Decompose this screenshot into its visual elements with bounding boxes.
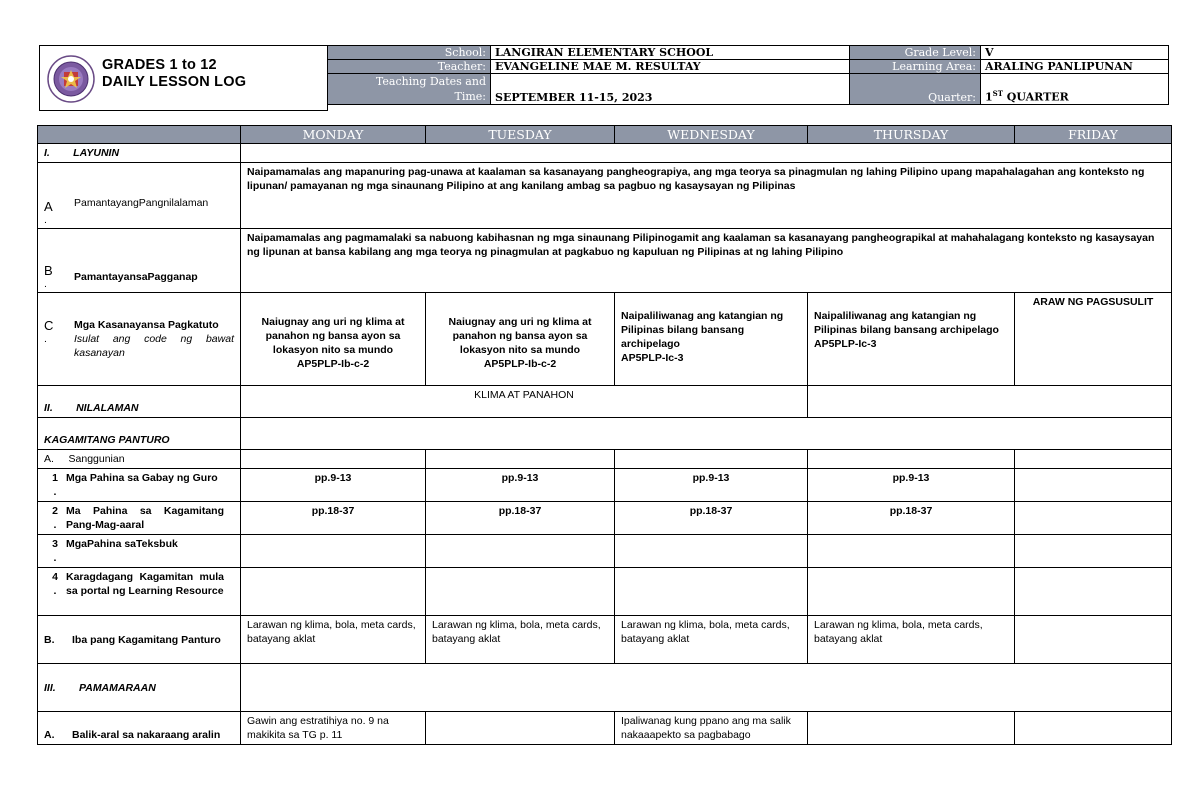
teaching-dates-label	[328, 74, 491, 105]
kasanayan-tuesday	[426, 293, 615, 386]
teksbuk-row	[38, 535, 1172, 568]
mag-aaral-friday	[1015, 502, 1172, 535]
teacher-value: EVANGELINE MAE M. RESULTAY	[491, 60, 850, 74]
nilalaman-row	[38, 386, 1172, 418]
pamamaraan-heading: III. PAMAMARAAN	[38, 664, 241, 712]
learning-area-value: ARALING PANLIPUNAN	[981, 60, 1169, 74]
pamamaraan-row	[38, 664, 1172, 712]
item-4-number	[44, 570, 66, 598]
layunin-heading: I. LAYUNIN	[38, 144, 241, 163]
balik-aral-tuesday	[426, 712, 615, 745]
sanggunian-wednesday	[615, 450, 808, 469]
kagamitang-pang-mag-aaral-cell	[38, 502, 241, 535]
item-c-dot: .	[44, 333, 47, 345]
iba-pang-friday	[1015, 616, 1172, 664]
item-3-number	[44, 537, 66, 565]
balik-aral-label: A. Balik-aral sa nakaraang aralin	[38, 712, 241, 745]
teksbuk-thursday	[808, 535, 1015, 568]
header-title-line2: DAILY LESSON LOG	[102, 74, 247, 90]
quarter-value	[981, 74, 1169, 105]
teacher-label: Teacher:	[328, 60, 491, 74]
pamantayang-pangnilalaman-cell	[38, 163, 241, 229]
day-friday: FRIDAY	[1015, 126, 1172, 144]
teksbuk-tuesday	[426, 535, 615, 568]
nilalaman-heading: II. NILALAMAN	[38, 386, 241, 418]
balik-aral-thursday	[808, 712, 1015, 745]
kagamitang-panturo-row	[38, 418, 1172, 450]
mag-aaral-tuesday: pp.18-37	[426, 502, 615, 535]
gabay-wednesday: pp.9-13	[615, 469, 808, 502]
karagdagang-monday	[241, 568, 426, 616]
karagdagang-kagamitan-row	[38, 568, 1172, 616]
iba-pang-kagamitan-label: B. Iba pang Kagamitang Panturo	[38, 616, 241, 664]
balik-aral-row	[38, 712, 1172, 745]
gabay-ng-guro-cell	[38, 469, 241, 502]
pamantayan-sa-pagganap-row	[38, 229, 1172, 293]
quarter-label: Quarter:	[850, 74, 981, 105]
school-value: LANGIRAN ELEMENTARY SCHOOL	[491, 46, 850, 60]
header-logo-box	[39, 45, 328, 111]
kasanayan-monday	[241, 293, 426, 386]
item-a-letter: A	[44, 199, 53, 214]
pamantayang-pangnilalaman-text: Naipamamalas ang mapanuring pag-unawa at kaalaman sa kasanayang pangheograpiya, ang mga teorya sa pinagmulan ng lahing Pilipino upang mapahalagahan ang konteksto ng lipunan/ pamayanan ng mga sinaunang Pilipino at ang kanilang ambag sa pagbuo ng kasaysayan ng Pilipinas	[241, 163, 1172, 229]
sanggunian-label: A. Sanggunian	[38, 450, 241, 469]
grade-level-value: V	[981, 46, 1169, 60]
mag-aaral-thursday: pp.18-37	[808, 502, 1015, 535]
iba-pang-monday: Larawan ng klima, bola, meta cards, batayang aklat	[241, 616, 426, 664]
teksbuk-label: MgaPahina saTeksbuk	[66, 538, 178, 550]
pamantayang-pangnilalaman-label: PamantayangPangnilalaman	[74, 197, 209, 209]
layunin-row	[38, 144, 1172, 163]
day-wednesday: WEDNESDAY	[615, 126, 808, 144]
teaching-dates-value: SEPTEMBER 11-15, 2023	[491, 74, 850, 105]
karagdagang-friday	[1015, 568, 1172, 616]
gabay-monday: pp.9-13	[241, 469, 426, 502]
mag-aaral-monday: pp.18-37	[241, 502, 426, 535]
day-thursday: THURSDAY	[808, 126, 1015, 144]
pamamaraan-blank	[241, 664, 1172, 712]
sanggunian-friday	[1015, 450, 1172, 469]
karagdagang-wednesday	[615, 568, 808, 616]
learning-area-label: Learning Area:	[850, 60, 981, 74]
teksbuk-monday	[241, 535, 426, 568]
item-2-number	[44, 504, 66, 532]
kasanayan-thursday-code: AP5PLP-Ic-3	[814, 338, 877, 350]
pamantayan-sa-pagganap-text: Naipamamalas ang pagmamalaki sa nabuong kabihasnan ng mga sinaunang Pilipinogamit ang kaalaman sa kasanayang pangheograpikal at mahahalagang konteksto ng kasaysayan ng lipunan at bansa kabilang ang mga teorya ng pinagmulan at pagkabuo ng kapuluan ng Pilipinas at ng lahing Pilipino	[241, 229, 1172, 293]
item-1-number	[44, 471, 66, 499]
kasanayan-tuesday-code: AP5PLP-Ib-c-2	[483, 358, 557, 370]
nilalaman-blank	[808, 386, 1172, 418]
header-info-table	[327, 45, 1169, 105]
teaching-dates-label-line1: Teaching Dates and	[375, 75, 486, 88]
weekday-header-row	[38, 126, 1172, 144]
kagamitang-panturo-heading: KAGAMITANG PANTURO	[38, 418, 241, 450]
item-1-num: 1	[52, 472, 58, 484]
item-1-dot: .	[53, 486, 57, 498]
kagamitang-panturo-blank	[241, 418, 1172, 450]
iba-pang-wednesday: Larawan ng klima, bola, meta cards, batayang aklat	[615, 616, 808, 664]
nilalaman-content: KLIMA AT PANAHON	[241, 386, 808, 418]
iba-pang-thursday: Larawan ng klima, bola, meta cards, batayang aklat	[808, 616, 1015, 664]
item-b-dot: .	[44, 278, 47, 290]
mag-aaral-wednesday: pp.18-37	[615, 502, 808, 535]
day-monday: MONDAY	[241, 126, 426, 144]
karagdagang-thursday	[808, 568, 1015, 616]
item-2-num: 2	[52, 505, 58, 517]
quarter-suffix: ST	[992, 89, 1003, 99]
header-title	[102, 57, 246, 91]
gabay-ng-guro-label: Mga Pahina sa Gabay ng Guro	[66, 472, 218, 484]
sanggunian-monday	[241, 450, 426, 469]
teksbuk-friday	[1015, 535, 1172, 568]
kagamitang-pang-mag-aaral-row	[38, 502, 1172, 535]
gabay-friday	[1015, 469, 1172, 502]
deped-seal-icon	[47, 55, 95, 103]
pamantayan-sa-pagganap-label: PamantayansaPagganap	[74, 271, 198, 283]
kasanayan-thursday	[808, 293, 1015, 386]
kasanayan-monday-code: AP5PLP-Ib-c-2	[296, 358, 370, 370]
teaching-dates-label-line2: Time:	[454, 90, 486, 103]
item-a-dot: .	[44, 214, 47, 226]
kasanayan-wednesday	[615, 293, 808, 386]
day-tuesday: TUESDAY	[426, 126, 615, 144]
pamantayang-pangnilalaman-row	[38, 163, 1172, 229]
item-4-dot: .	[53, 585, 57, 597]
kasanayan-label: Mga Kasanayansa Pagkatuto	[74, 319, 219, 331]
sanggunian-row	[38, 450, 1172, 469]
iba-pang-kagamitan-row	[38, 616, 1172, 664]
lesson-log-table	[37, 125, 1172, 745]
gabay-tuesday: pp.9-13	[426, 469, 615, 502]
item-3-num: 3	[52, 538, 58, 550]
gabay-ng-guro-row	[38, 469, 1172, 502]
weekday-header-blank	[38, 126, 241, 144]
school-label: School:	[328, 46, 491, 60]
quarter-rest: QUARTER	[1002, 91, 1069, 104]
quarter-number: 1	[985, 91, 993, 104]
kasanayan-cell	[38, 293, 241, 386]
kasanayan-row	[38, 293, 1172, 386]
balik-aral-wednesday: Ipaliwanag kung ppano ang ma salik nakaaapekto sa pagbabago	[615, 712, 808, 745]
teksbuk-cell	[38, 535, 241, 568]
karagdagang-kagamitan-label: Karagdagang Kagamitan mula sa portal ng Learning Resource	[66, 571, 224, 597]
balik-aral-monday: Gawin ang estratihiya no. 9 na makikita sa TG p. 11	[241, 712, 426, 745]
item-3-dot: .	[53, 552, 57, 564]
kasanayan-friday: ARAW NG PAGSUSULIT	[1015, 293, 1172, 386]
kagamitang-pang-mag-aaral-label: Ma Pahina sa Kagamitang Pang-Mag-aaral	[66, 505, 224, 531]
balik-aral-friday	[1015, 712, 1172, 745]
kasanayan-wednesday-code: AP5PLP-Ic-3	[621, 352, 684, 364]
item-b-letter: B	[44, 263, 53, 278]
kasanayan-thursday-text: Naipaliliwanag ang katangian ng Pilipinas bilang bansang archipelago	[814, 310, 999, 336]
kasanayan-monday-text: Naiugnay ang uri ng klima at panahon ng bansa ayon sa lokasyon nito sa mundo	[261, 316, 405, 356]
sanggunian-tuesday	[426, 450, 615, 469]
karagdagang-tuesday	[426, 568, 615, 616]
item-c-letter: C	[44, 318, 54, 333]
iba-pang-tuesday: Larawan ng klima, bola, meta cards, batayang aklat	[426, 616, 615, 664]
layunin-blank	[241, 144, 1172, 163]
pamantayan-sa-pagganap-cell	[38, 229, 241, 293]
sanggunian-thursday	[808, 450, 1015, 469]
teksbuk-wednesday	[615, 535, 808, 568]
kasanayan-note: Isulat ang code ng bawat kasanayan	[74, 333, 234, 359]
karagdagang-kagamitan-cell	[38, 568, 241, 616]
gabay-thursday: pp.9-13	[808, 469, 1015, 502]
kasanayan-wednesday-text: Naipaliliwanag ang katangian ng Pilipinas bilang bansang archipelago	[621, 310, 784, 350]
grade-level-label: Grade Level:	[850, 46, 981, 60]
kasanayan-tuesday-text: Naiugnay ang uri ng klima at panahon ng bansa ayon sa lokasyon nito sa mundo	[448, 316, 592, 356]
item-2-dot: .	[53, 519, 57, 531]
header-title-line1: GRADES 1 to 12	[102, 57, 217, 73]
item-4-num: 4	[52, 571, 58, 583]
